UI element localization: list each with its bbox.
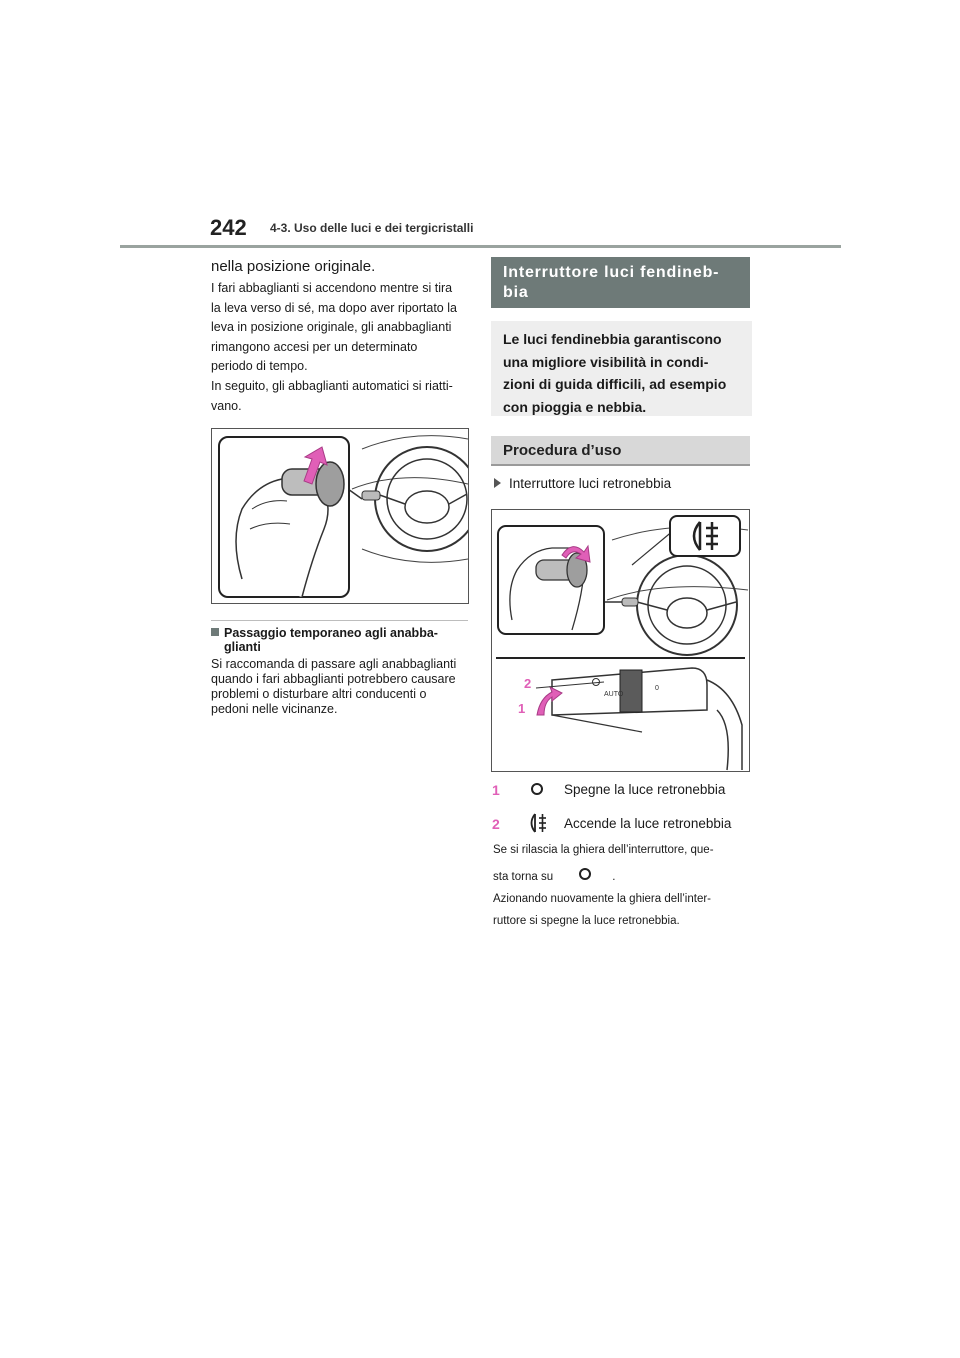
sub-heading-line: Passaggio temporaneo agli anabba-	[224, 626, 438, 640]
sub-divider	[211, 620, 468, 621]
intro-box	[491, 321, 752, 416]
section-title: 4-3. Uso delle luci e dei tergicristalli	[270, 221, 474, 235]
bullet-text: Interruttore luci retronebbia	[509, 476, 672, 491]
note-text: sta torna su	[493, 871, 554, 883]
header-divider	[120, 245, 841, 248]
note-line-with-icon	[493, 866, 616, 888]
step-text: Spegne la luce retronebbia	[564, 782, 726, 797]
text-line: pedoni nelle vicinanze.	[211, 702, 338, 716]
text-line: vano.	[211, 398, 242, 413]
square-bullet-icon	[211, 628, 219, 636]
intro-line: zioni di guida difficili, ad esempio	[503, 376, 727, 392]
text-line: Si raccomanda di passare agli anabbaglianti	[211, 657, 457, 671]
fog-switch-illustration	[492, 510, 749, 771]
text-line: la leva verso di sé, ma dopo aver riportato la	[211, 300, 457, 315]
page-number: 242	[210, 215, 247, 240]
intro-line: con pioggia e nebbia.	[503, 398, 647, 415]
figure-label-1: 1	[518, 701, 526, 716]
text-line: periodo di tempo.	[211, 359, 308, 374]
intro-line: una migliore visibilità in condi-	[503, 353, 709, 370]
text-line: quando i fari abbaglianti potrebbero causare	[211, 672, 456, 686]
text-line: In seguito, gli abbaglianti automatici si riatti-	[211, 378, 453, 393]
rear-fog-icon	[526, 812, 548, 834]
fog-off-icon	[530, 782, 544, 796]
triangle-bullet-icon	[494, 478, 501, 488]
note-line: Se si rilascia la ghiera dell’interruttore, que-	[493, 844, 714, 856]
text-line: leva in posizione originale, gli anabbaglianti	[211, 320, 452, 335]
note-line: Azionando nuovamente la ghiera dell’inter-	[493, 893, 712, 905]
paragraph-low-beam	[211, 657, 468, 717]
step-text: Accende la luce retronebbia	[564, 816, 732, 831]
sub-heading-low-beam	[211, 626, 468, 654]
intro-line: Le luci fendinebbia garantiscono	[503, 331, 722, 347]
sub-heading-line: glianti	[224, 640, 261, 654]
fog-off-icon	[578, 867, 592, 881]
procedure-heading: Procedura d’uso	[491, 436, 750, 466]
text-line: rimangono accesi per un determinato	[211, 339, 418, 354]
auto-label: AUTO	[604, 691, 624, 698]
heading-line: Interruttore luci fendineb-	[503, 264, 720, 281]
figure-label-2: 2	[524, 676, 532, 691]
lever-pull-illustration	[212, 429, 468, 603]
svg-text:0: 0	[655, 685, 659, 692]
paragraph-high-beam	[211, 279, 468, 416]
text-line: I fari abbaglianti si accendono mentre si tira	[211, 281, 453, 295]
step-number: 1	[492, 782, 500, 798]
figure-fog-switch	[491, 509, 750, 772]
note-text: .	[612, 871, 616, 883]
bullet-rear-fog	[494, 476, 671, 491]
heading-line: bia	[503, 284, 529, 301]
lead-text: nella posizione originale.	[211, 258, 376, 275]
note-line: ruttore si spegne la luce retronebbia.	[493, 915, 680, 927]
note-paragraph	[493, 888, 711, 932]
text-line: problemi o disturbare altri conducenti o	[211, 687, 427, 701]
step-number: 2	[492, 816, 500, 832]
section-heading-fog-switch	[491, 257, 750, 308]
figure-lever-pull	[211, 428, 469, 604]
